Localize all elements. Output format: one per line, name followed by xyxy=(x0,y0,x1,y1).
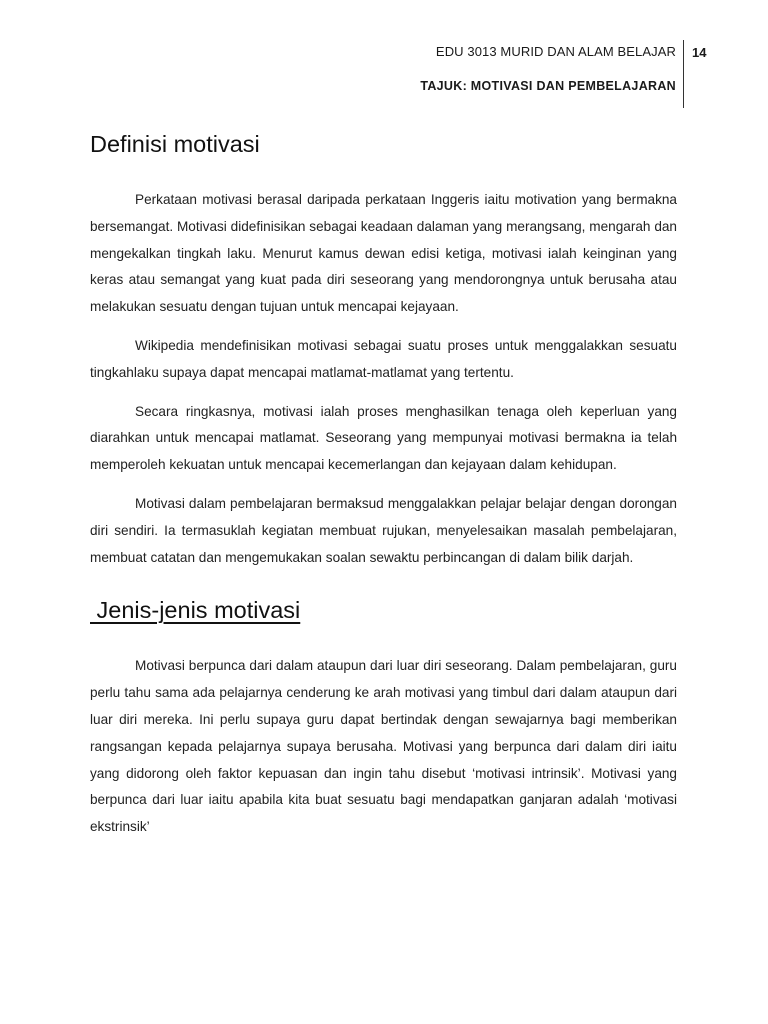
topic-title: TAJUK: MOTIVASI DAN PEMBELAJARAN xyxy=(420,79,676,93)
page-header xyxy=(0,0,768,110)
body-paragraph: Motivasi berpunca dari dalam ataupun dari luar diri seseorang. Dalam pembelajaran, guru perlu tahu sama ada pelajarnya cenderung ke arah motivasi yang timbul dari dalam ataupun dari luar diri mereka. Ini perlu supaya guru dapat bertindak dengan sewajarnya bagi memberikan rangsangan kepada pelajarnya supaya berusaha. Motivasi yang berpunca dari dalam diri iaitu yang didorong oleh faktor kepuasan dan ingin tahu disebut ‘motivasi intrinsik’. Motivasi yang berpunca dari luar iaitu apabila kita buat sesuatu bagi mendapatkan ganjaran adalah ‘motivasi ekstrinsik’ xyxy=(90,658,677,835)
course-title: EDU 3013 MURID DAN ALAM BELAJAR xyxy=(435,44,676,59)
page-number: 14 xyxy=(692,45,707,60)
header-divider xyxy=(683,40,684,108)
body-paragraph: Secara ringkasnya, motivasi ialah proses menghasilkan tenaga oleh keperluan yang diarahkan untuk mencapai matlamat. Seseorang yang mempunyai motivasi bermakna ia telah memperoleh kekuatan untuk mencapai kecemerlangan dan kejayaan dalam kehidupan. xyxy=(90,403,677,473)
document-body xyxy=(90,120,677,853)
body-paragraph: Perkataan motivasi berasal daripada perkataan Inggeris iaitu motivation yang bermakna bersemangat. Motivasi didefinisikan sebagai keadaan dalaman yang merangsang, mengarah dan mengekalkan tingkah laku. Menurut kamus dewan edisi ketiga, motivasi ialah keinginan yang keras atau semangat yang kuat pada diri seseorang yang mendorongnya untuk berusaha atau melakukan sesuatu dengan tujuan untuk mencapai kejayaan. xyxy=(90,192,677,315)
body-paragraph: Motivasi dalam pembelajaran bermaksud menggalakkan pelajar belajar dengan dorongan diri sendiri. Ia termasuklah kegiatan membuat rujukan, menyelesaikan masalah pembelajaran, membuat catatan dan mengemukakan soalan sewaktu perbincangan di dalam bilik darjah. xyxy=(90,495,677,565)
section-heading-definisi: Definisi motivasi xyxy=(90,131,260,157)
body-paragraph: Wikipedia mendefinisikan motivasi sebagai suatu proses untuk menggalakkan sesuatu tingkahlaku supaya dapat mencapai matlamat-matlamat yang tertentu. xyxy=(90,337,677,380)
section-heading-jenis: Jenis-jenis motivasi xyxy=(90,597,301,624)
